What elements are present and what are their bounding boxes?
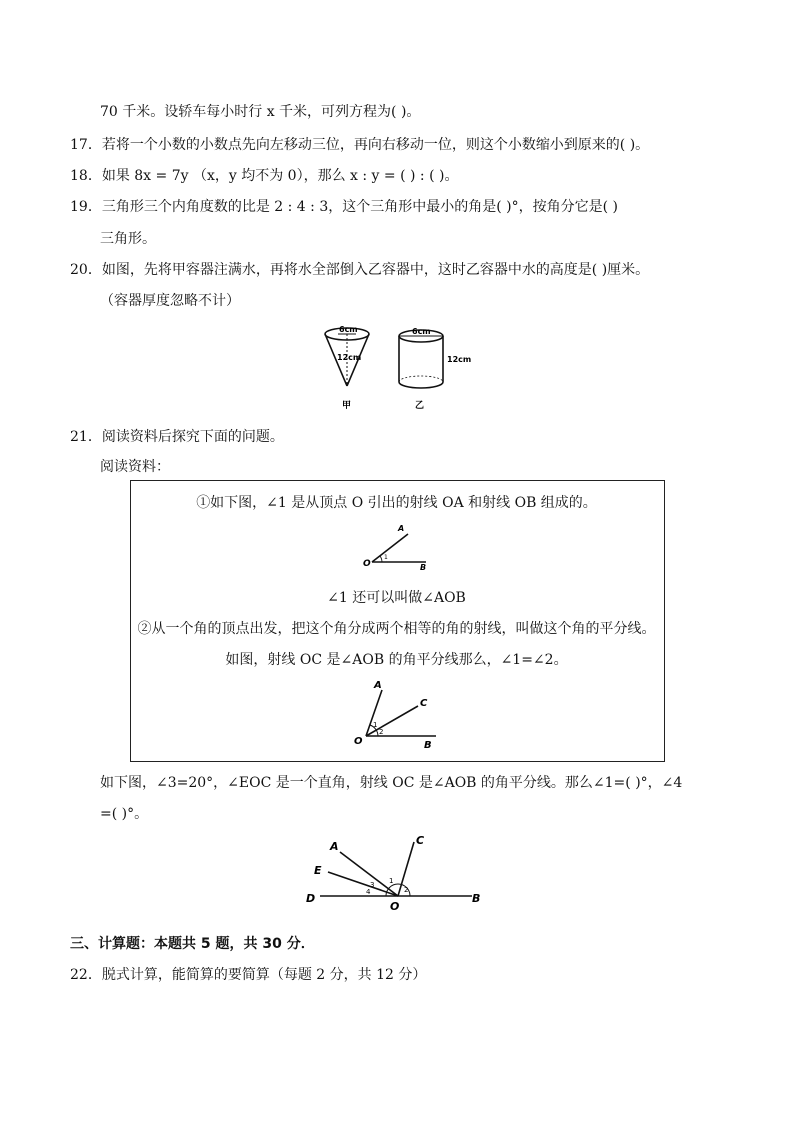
- q20-line1: 20．如图，先将甲容器注满水，再将水全部倒入乙容器中，这时乙容器中水的高度是( )厘米。: [70, 262, 650, 278]
- angle-figure-3: [300, 828, 490, 910]
- label-o: O: [354, 736, 363, 747]
- label-a: A: [398, 524, 405, 533]
- label-d: D: [306, 892, 316, 905]
- label-2: 2: [379, 728, 384, 736]
- label-jia: 甲: [342, 401, 352, 411]
- label-e: E: [314, 864, 322, 877]
- reading-p4: 如图，射线 OC 是∠AOB 的角平分线那么，∠1=∠2。: [225, 652, 568, 668]
- q19-line2: 三角形。: [100, 231, 156, 247]
- cone-height-label: 12cm: [337, 353, 362, 362]
- cyl-bottom: [399, 382, 443, 388]
- label-c: C: [416, 834, 425, 847]
- cyl-height-label: 12cm: [447, 355, 472, 364]
- containers-figure: [315, 322, 490, 414]
- angle-arc-1: [380, 556, 382, 562]
- label-yi: 乙: [415, 401, 425, 411]
- section3-heading: 三、计算题：本题共 5 题，共 30 分．: [70, 936, 315, 952]
- label-o: O: [363, 559, 371, 569]
- q20-line2: （容器厚度忽略不计）: [100, 293, 240, 309]
- q19-line1: 19．三角形三个内角度数的比是 2 : 4 : 3，这个三角形中最小的角是( )°，按角分它是( ): [70, 199, 618, 215]
- q21-after-line2: =( )°。: [100, 806, 149, 822]
- q18: 18．如果 8x = 7y （x，y 均不为 0），那么 x : y = ( ) : ( )。: [70, 168, 459, 184]
- label-3: 3: [370, 881, 375, 889]
- cone-top-label: 6cm: [339, 325, 358, 334]
- q17: 17．若将一个小数的小数点先向左移动三位，再向右移动一位，则这个小数缩小到原来的( )。: [70, 137, 650, 153]
- reading-p3: ②从一个角的顶点出发，把这个角分成两个相等的角的射线，叫做这个角的平分线。: [137, 621, 656, 637]
- ray-oa: [372, 534, 408, 562]
- label-4: 4: [366, 888, 371, 896]
- label-b: B: [420, 563, 427, 572]
- cyl-bottom-hidden: [399, 376, 443, 382]
- label-o: O: [390, 900, 400, 910]
- label-1: 1: [389, 877, 394, 885]
- reading-p1: ①如下图，∠1 是从顶点 O 引出的射线 OA 和射线 OB 组成的。: [196, 495, 597, 511]
- label-2: 2: [404, 886, 409, 894]
- q16-tail: 70 千米。设轿车每小时行 x 千米，可列方程为( )。: [100, 104, 421, 120]
- label-a: A: [330, 840, 339, 853]
- label-c: C: [420, 698, 428, 709]
- angle-figure-2: [348, 676, 448, 754]
- angle-figure-1: [360, 522, 440, 572]
- label-b: B: [472, 892, 481, 905]
- label-b: B: [424, 740, 432, 751]
- label-a: A: [374, 680, 382, 691]
- reading-p2: ∠1 还可以叫做∠AOB: [327, 590, 466, 606]
- label-1: 1: [384, 554, 388, 561]
- q21-line2: 阅读资料：: [100, 459, 170, 475]
- q22: 22．脱式计算，能简算的要简算（每题 2 分，共 12 分）: [70, 967, 427, 983]
- cyl-top-label: 6cm: [412, 327, 431, 336]
- q21-line1: 21．阅读资料后探究下面的问题。: [70, 429, 284, 445]
- ray-oe: [328, 872, 398, 896]
- label-1: 1: [373, 721, 378, 729]
- q21-after-line1: 如下图，∠3=20°，∠EOC 是一个直角，射线 OC 是∠AOB 的角平分线。那么∠1=( )°，∠4: [100, 775, 683, 791]
